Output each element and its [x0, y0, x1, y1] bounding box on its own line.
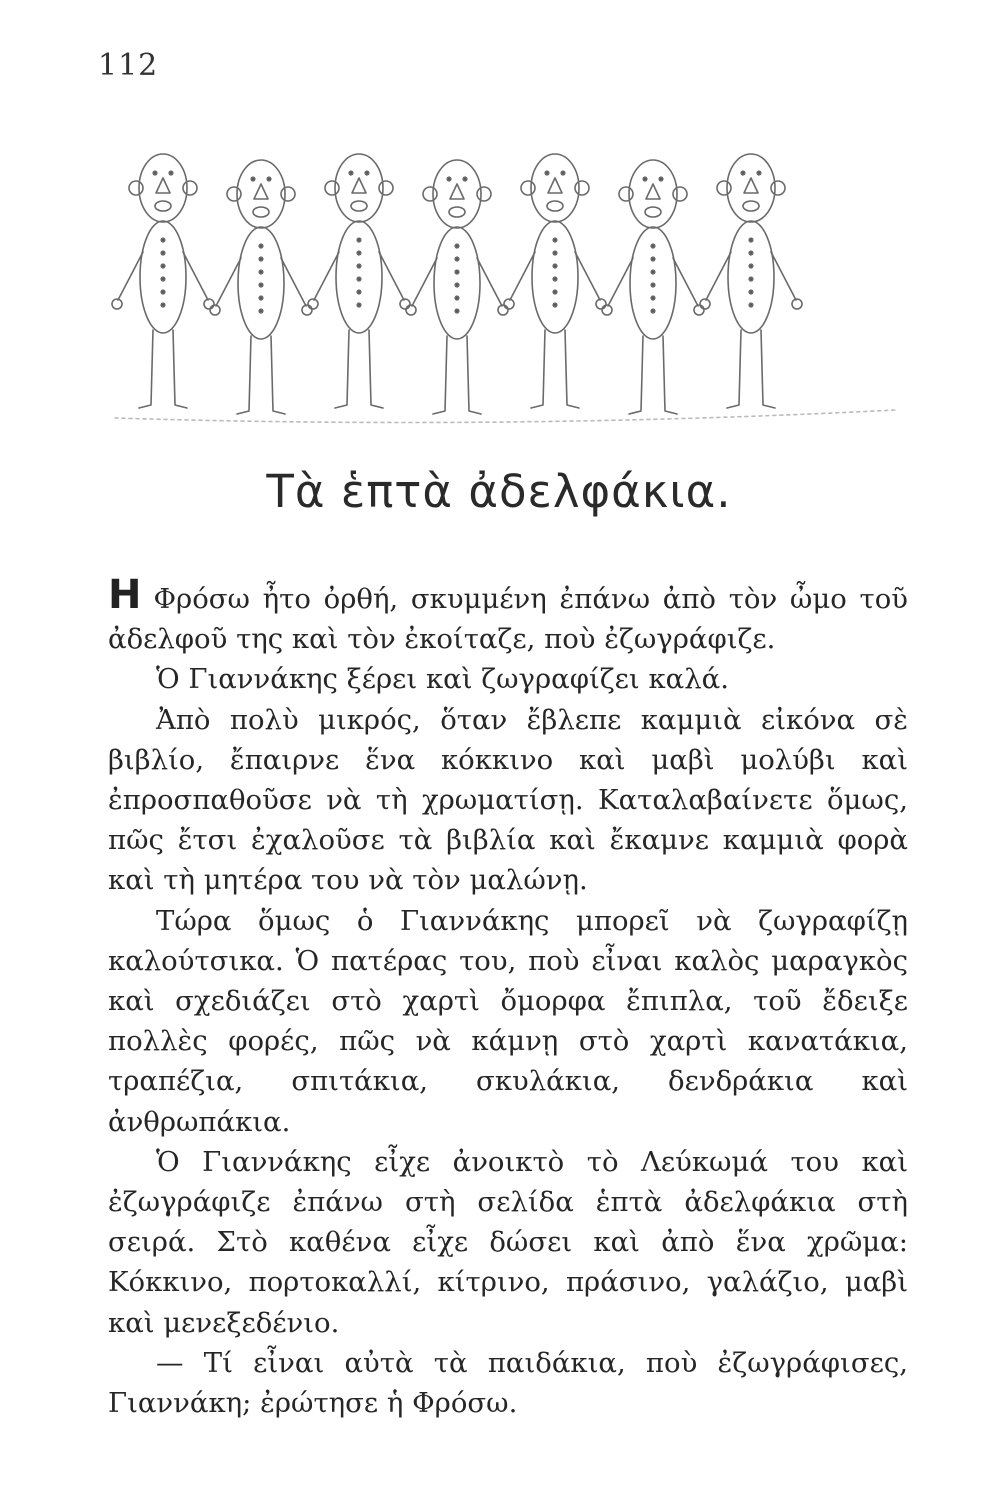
head [727, 154, 775, 222]
nose [450, 184, 464, 199]
child-figure [112, 154, 214, 408]
mouth [253, 207, 269, 217]
paragraph: Ὁ Γιαννάκης ξέρει καὶ ζωγραφίζει καλά. [156, 663, 729, 696]
paragraph [108, 572, 908, 659]
left-leg [335, 330, 349, 408]
head [433, 160, 481, 228]
ear [379, 181, 393, 195]
nose [548, 178, 562, 193]
eye [643, 177, 647, 181]
mouth [547, 201, 563, 211]
button [357, 290, 361, 294]
eye [153, 171, 157, 175]
ear [521, 181, 535, 195]
button [455, 309, 459, 313]
right-leg [173, 330, 187, 408]
button [259, 270, 263, 274]
eye [447, 177, 451, 181]
hand [204, 299, 214, 309]
ground-line [115, 410, 895, 423]
eye [349, 171, 353, 175]
left-leg [727, 330, 741, 408]
button [651, 309, 655, 313]
child-figure [602, 160, 704, 414]
button [553, 264, 557, 268]
hand [302, 305, 312, 315]
mouth [743, 201, 759, 211]
head [139, 154, 187, 222]
chapter-title: Τὰ ἑπτὰ ἀδελφάκια. [266, 465, 732, 518]
button [749, 264, 753, 268]
head [335, 154, 383, 222]
ear [771, 181, 785, 195]
button [259, 257, 263, 261]
eye [545, 171, 549, 175]
button [357, 303, 361, 307]
child-figure [504, 154, 606, 408]
button [749, 277, 753, 281]
hand [400, 299, 410, 309]
button [455, 296, 459, 300]
child-figure [308, 154, 410, 408]
paragraph: Τώρα ὅμως ὁ Γιαννάκης μπορεῖ νὰ ζωγραφίζῃ καλούτσικα. Ὁ πατέρας του, ποὺ εἶναι καλὸς μαραγκὸς καὶ σχεδιάζει στὸ χαρτὶ ὄμορφα ἔπιπλα, τοῦ ἔδειξε πολλὲς φορές, πῶς νὰ κάμνῃ στὸ χαρτὶ κανατάκια, τραπέζια, σπιτάκια, σκυλάκια, δενδράκια καὶ ἀνθρωπάκια. [108, 904, 908, 1138]
button [259, 244, 263, 248]
eye [741, 171, 745, 175]
button [161, 303, 165, 307]
ear [477, 187, 491, 201]
eye [561, 171, 565, 175]
nose [254, 184, 268, 199]
paragraph: Ὁ Γιαννάκης εἶχε ἀνοικτὸ τὸ Λεύκωμά του καὶ ἐζωγράφιζε ἐπάνω στὴ σελίδα ἑπτὰ ἀδελφάκια στὴ σειρά. Στὸ καθένα εἶχε δώσει καὶ ἀπὸ ἕνα χρῶμα: Κόκκινο, πορτοκαλλί, κίτρινο, πράσινο, γαλάζιο, μαβὶ καὶ μενεξεδένιο. [108, 1145, 908, 1339]
ear [325, 181, 339, 195]
paragraph-text: Φρόσω ἦτο ὀρθή, σκυμμένη ἐπάνω ἀπὸ τὸν ὦμο τοῦ ἀδελφοῦ της καὶ τὸν ἐκοίταζε, ποὺ ἐζωγράφιζε. [108, 583, 908, 656]
hand [694, 305, 704, 315]
head [629, 160, 677, 228]
eye [169, 171, 173, 175]
ear [281, 187, 295, 201]
right-leg [565, 330, 579, 408]
seven-children-drawing [95, 130, 915, 430]
left-leg [433, 336, 447, 414]
button [651, 283, 655, 287]
ear [423, 187, 437, 201]
button [553, 303, 557, 307]
left-leg [629, 336, 643, 414]
mouth [645, 207, 661, 217]
button [357, 251, 361, 255]
nose [744, 178, 758, 193]
child-figure [700, 154, 802, 408]
child-figure [210, 160, 312, 414]
page-number: 112 [98, 48, 159, 83]
hand [792, 299, 802, 309]
hand [210, 305, 220, 315]
eye [463, 177, 467, 181]
ear [227, 187, 241, 201]
ear [575, 181, 589, 195]
nose [156, 178, 170, 193]
ear [717, 181, 731, 195]
button [455, 257, 459, 261]
paragraph: Ἀπὸ πολὺ μικρός, ὅταν ἔβλεπε καμμιὰ εἰκόνα σὲ βιβλίο, ἔπαιρνε ἕνα κόκκινο καὶ μαβὶ μολύβι καὶ ἐπροσπαθοῦσε νὰ τὴ χρωματίσῃ. Καταλαβαίνετε ὅμως, πῶς ἔτσι ἐχαλοῦσε τὰ βιβλία καὶ ἔκαμνε καμμιὰ φορὰ καὶ τὴ μητέρα του νὰ τὸν μαλώνῃ. [108, 703, 908, 897]
hand [700, 299, 710, 309]
body-text [108, 572, 908, 1423]
head [531, 154, 579, 222]
left-leg [531, 330, 545, 408]
mouth [449, 207, 465, 217]
hand [504, 299, 514, 309]
right-leg [663, 336, 677, 414]
button [161, 290, 165, 294]
eye [365, 171, 369, 175]
ear [673, 187, 687, 201]
right-leg [467, 336, 481, 414]
left-leg [139, 330, 153, 408]
hand [596, 299, 606, 309]
button [749, 251, 753, 255]
ear [129, 181, 143, 195]
left-leg [237, 336, 251, 414]
button [259, 309, 263, 313]
ear [619, 187, 633, 201]
button [553, 290, 557, 294]
nose [646, 184, 660, 199]
hand [308, 299, 318, 309]
eye [659, 177, 663, 181]
button [455, 244, 459, 248]
button [161, 238, 165, 242]
hand [498, 305, 508, 315]
button [455, 270, 459, 274]
right-leg [271, 336, 285, 414]
mouth [155, 201, 171, 211]
mouth [351, 201, 367, 211]
button [749, 303, 753, 307]
head [237, 160, 285, 228]
ear [183, 181, 197, 195]
button [357, 264, 361, 268]
button [651, 244, 655, 248]
hand [112, 299, 122, 309]
hand [602, 305, 612, 315]
button [455, 283, 459, 287]
right-leg [369, 330, 383, 408]
button [651, 270, 655, 274]
button [259, 296, 263, 300]
button [161, 264, 165, 268]
hand [406, 305, 416, 315]
button [651, 257, 655, 261]
button [749, 238, 753, 242]
eye [757, 171, 761, 175]
child-figure [406, 160, 508, 414]
button [553, 277, 557, 281]
eye [267, 177, 271, 181]
button [749, 290, 753, 294]
button [553, 251, 557, 255]
eye [251, 177, 255, 181]
right-leg [761, 330, 775, 408]
button [553, 238, 557, 242]
button [161, 251, 165, 255]
button [161, 277, 165, 281]
drop-initial: Η [108, 572, 142, 618]
paragraph: — Τί εἶναι αὐτὰ τὰ παιδάκια, ποὺ ἐζωγράφισες, Γιαννάκη; ἐρώτησε ἡ Φρόσω. [108, 1346, 908, 1420]
button [651, 296, 655, 300]
button [357, 238, 361, 242]
button [357, 277, 361, 281]
button [259, 283, 263, 287]
nose [352, 178, 366, 193]
